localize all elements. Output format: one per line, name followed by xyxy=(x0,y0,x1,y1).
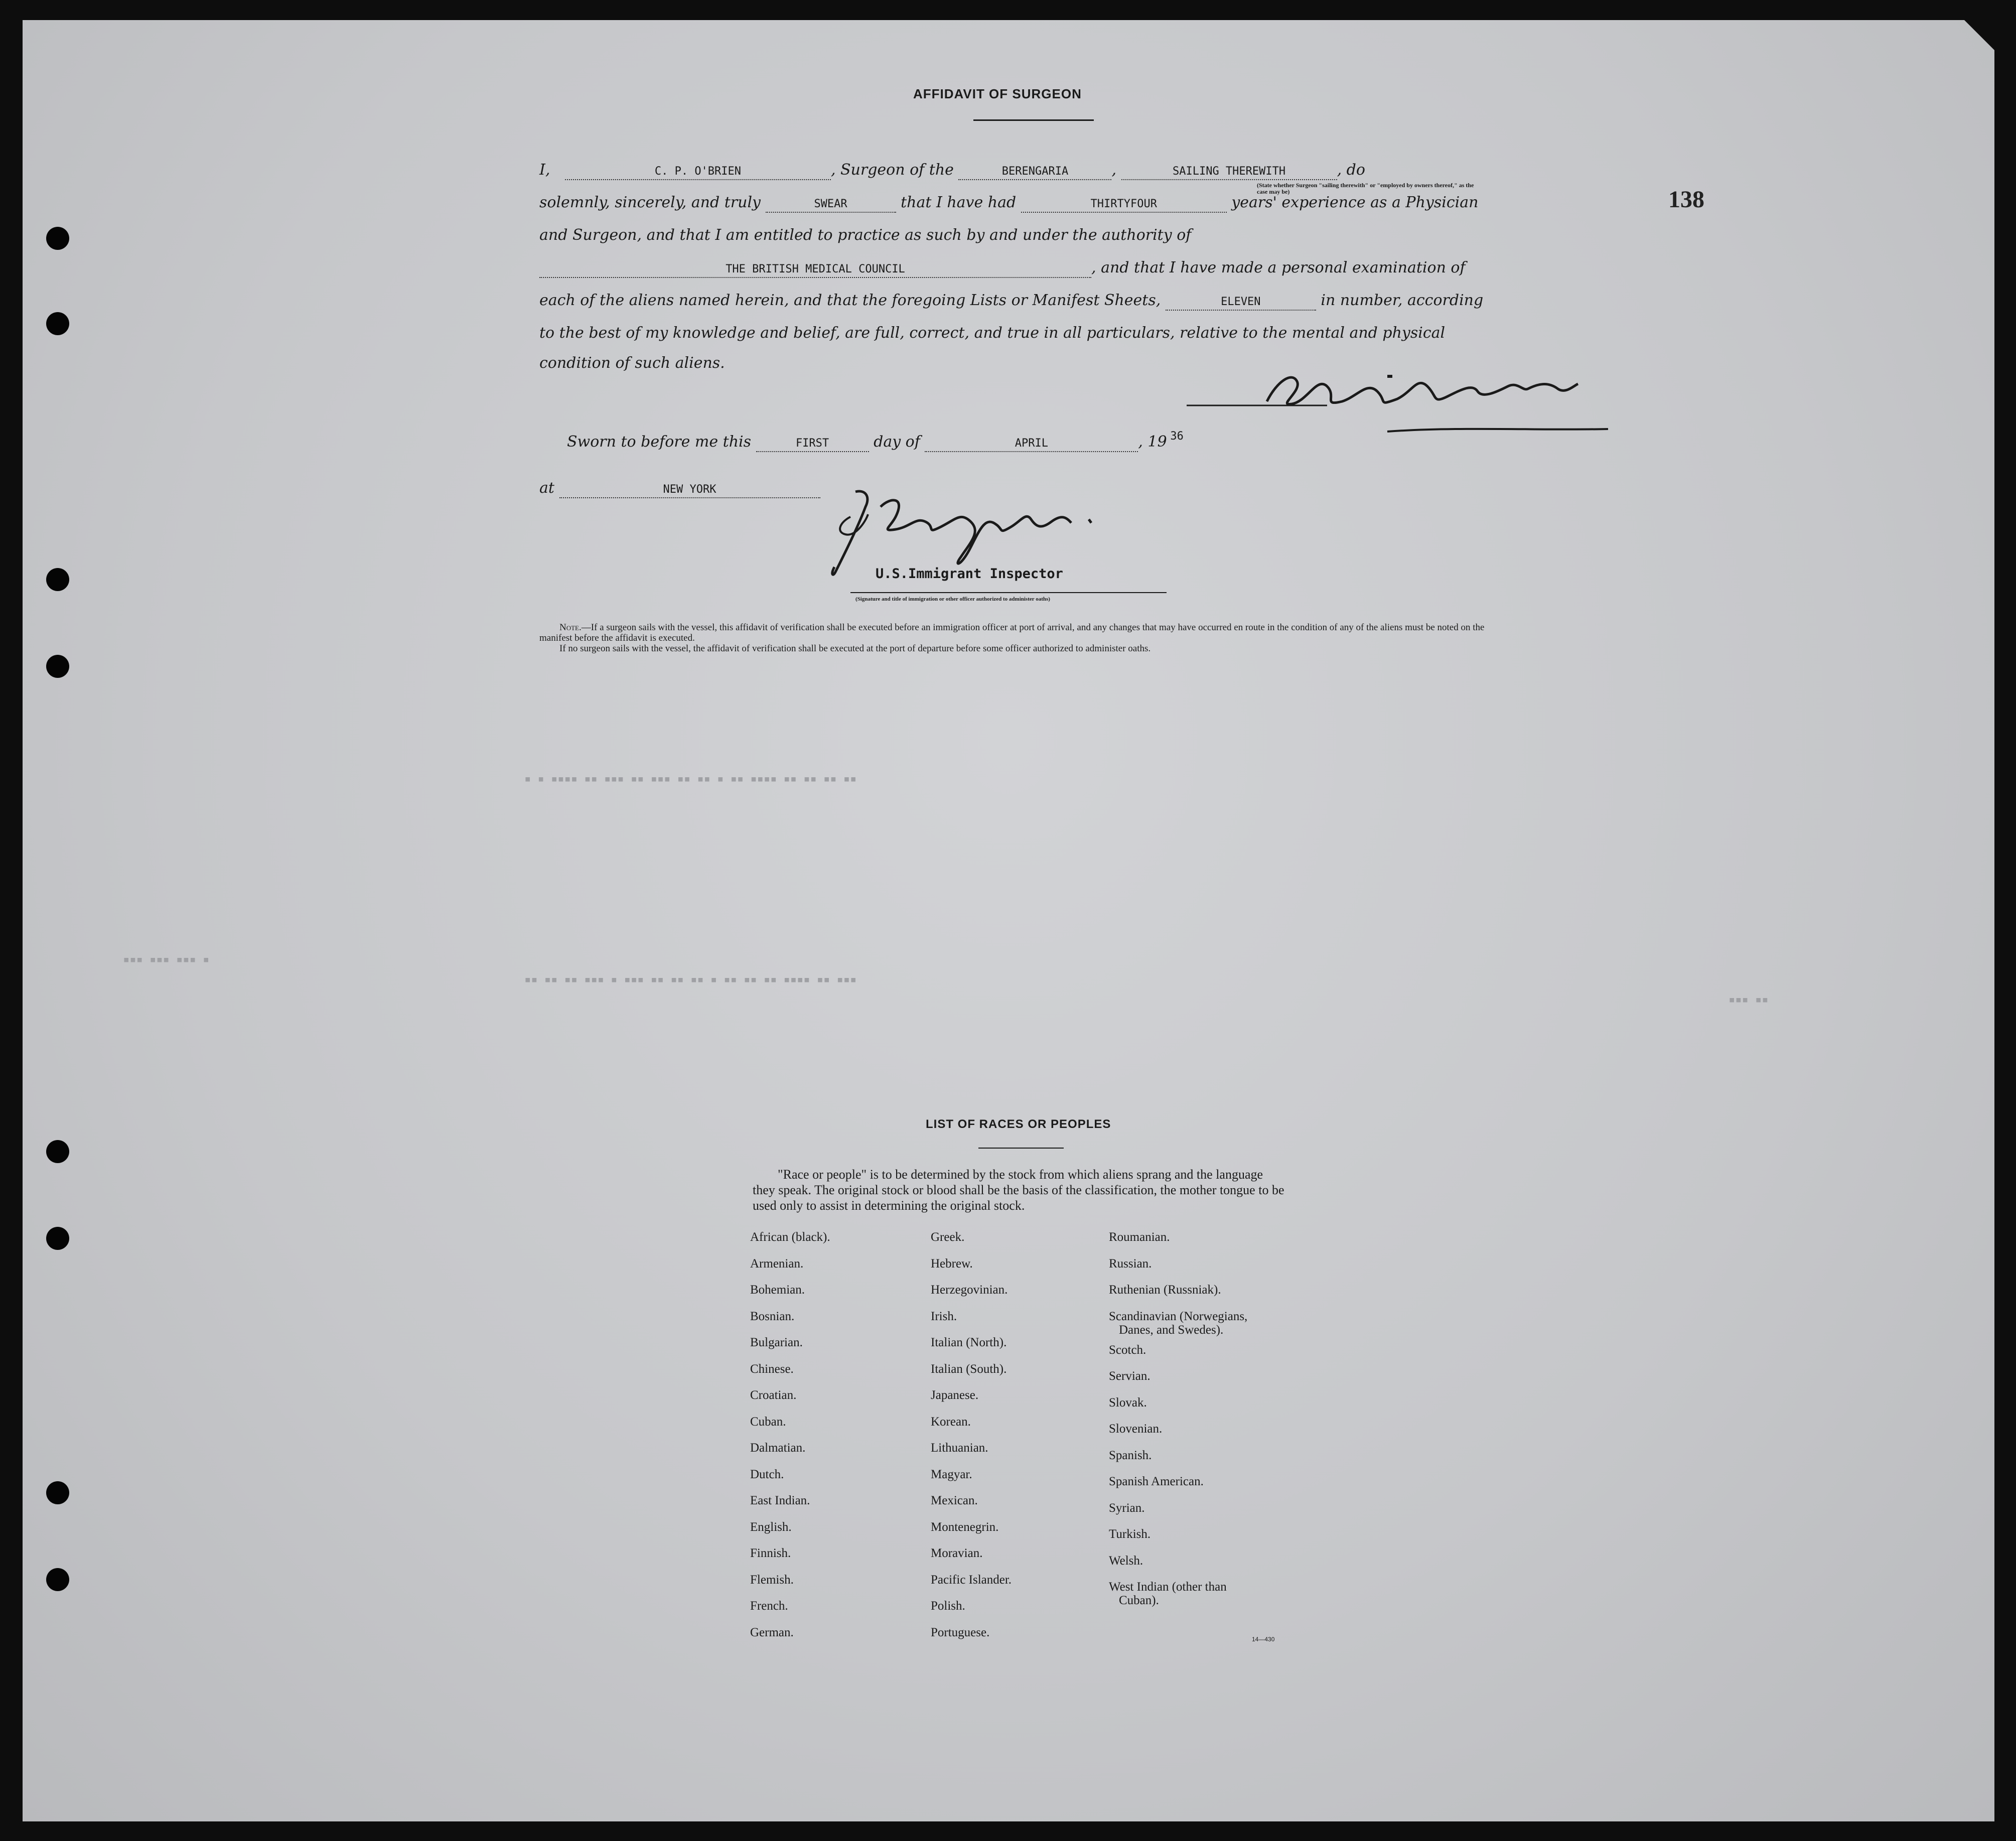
surgeon-of-text: , Surgeon of the xyxy=(830,161,954,179)
note-label: Note. xyxy=(559,622,582,633)
race-item: Cuban. xyxy=(750,1414,786,1429)
race-item: Turkish. xyxy=(1109,1527,1151,1541)
note-1: —If a surgeon sails with the vessel, this affidavit of verification shall be executed before an immigration officer at port of arrival, and any changes that may have occurred en route in the condition of any of the aliens must be noted on the manifest before the affidavit is executed. xyxy=(539,622,1485,643)
race-item: Pacific Islander. xyxy=(931,1573,1012,1587)
solemnly-text: solemnly, sincerely, and truly xyxy=(539,194,761,211)
inspector-title: U.S.Immigrant Inspector xyxy=(876,566,1063,582)
bleed-through-marks: ▪▪ ▪▪ ▪▪ ▪▪▪ ▪ ▪▪▪ ▪▪ ▪▪ ▪▪ ▪ ▪▪ ▪▪ ▪▪ ▪▪▪▪ ▪▪ ▪▪▪ xyxy=(524,973,857,986)
race-item: Syrian. xyxy=(1109,1501,1145,1515)
race-item: Dutch. xyxy=(750,1467,784,1481)
manifest-sheet xyxy=(23,20,1994,1821)
race-item: Ruthenian (Russniak). xyxy=(1109,1283,1221,1297)
race-item: African (black). xyxy=(750,1230,830,1244)
that-i-have-had-text: that I have had xyxy=(901,194,1017,211)
line5a-text: each of the aliens named herein, and that the foregoing Lists or Manifest Sheets, xyxy=(539,292,1161,309)
race-item: Spanish American. xyxy=(1109,1475,1204,1488)
title-rule xyxy=(973,119,1094,121)
month-field[interactable]: APRIL xyxy=(925,436,1138,452)
races-column-3 xyxy=(1109,1224,1247,1608)
year-field[interactable]: 36 xyxy=(1170,430,1184,443)
race-item: Bohemian. xyxy=(750,1283,805,1297)
race-item: Hebrew. xyxy=(931,1256,973,1270)
bleed-through-marks: ▪ ▪ ▪▪▪▪ ▪▪ ▪▪▪ ▪▪ ▪▪▪ ▪▪ ▪▪ ▪ ▪▪ ▪▪▪▪ ▪▪ ▪▪ ▪▪ ▪▪ xyxy=(524,773,857,785)
race-item: Lithuanian. xyxy=(931,1441,988,1455)
do-text: , do xyxy=(1337,161,1365,179)
race-item: Finnish. xyxy=(750,1546,791,1560)
affidavit-line-2 xyxy=(539,192,1478,213)
surgeon-name-field[interactable]: C. P. O'BRIEN xyxy=(565,164,831,180)
made-exam-text: , and that I have made a personal examination of xyxy=(1091,259,1466,276)
i-text: I, xyxy=(539,161,550,179)
affidavit-line-4 xyxy=(539,257,1466,278)
surgeon-signature xyxy=(1177,361,1628,452)
corner-cut xyxy=(1964,20,1994,50)
race-item: Slovenian. xyxy=(1109,1422,1163,1436)
race-item: Bulgarian. xyxy=(750,1336,803,1349)
race-item: Portuguese. xyxy=(931,1625,990,1639)
race-item: Slovak. xyxy=(1109,1395,1147,1409)
race-item: Moravian. xyxy=(931,1546,983,1560)
vessel-field[interactable]: BERENGARIA xyxy=(958,164,1111,180)
binder-hole xyxy=(46,655,69,678)
binder-hole xyxy=(46,1481,69,1504)
year-prefix-text: , 19 xyxy=(1138,433,1167,451)
race-item: Flemish. xyxy=(750,1573,794,1587)
races-column-2 xyxy=(931,1224,1012,1646)
race-item: Spanish. xyxy=(1109,1448,1152,1462)
binder-hole xyxy=(46,1140,69,1163)
race-item: Montenegrin. xyxy=(931,1520,999,1534)
inspector-sig-rule xyxy=(850,592,1167,593)
form-code: 14—430 xyxy=(1252,1636,1275,1643)
race-item: East Indian. xyxy=(750,1494,810,1507)
race-item: West Indian (other than xyxy=(1109,1580,1227,1594)
years-experience-text: years' experience as a Physician xyxy=(1231,194,1479,211)
oath-field[interactable]: SWEAR xyxy=(766,197,896,213)
race-item: Dalmatian. xyxy=(750,1441,806,1455)
affidavit-line-5 xyxy=(539,290,1483,311)
race-item: Chinese. xyxy=(750,1362,794,1376)
at-text: at xyxy=(539,479,554,497)
race-item: German. xyxy=(750,1625,794,1639)
race-item: Roumanian. xyxy=(1109,1230,1170,1244)
race-item: Magyar. xyxy=(931,1467,972,1481)
race-item: Italian (North). xyxy=(931,1336,1007,1349)
race-item: Irish. xyxy=(931,1309,957,1323)
affidavit-note xyxy=(539,622,1513,654)
sheets-field[interactable]: ELEVEN xyxy=(1166,295,1316,311)
race-item: Italian (South). xyxy=(931,1362,1007,1376)
race-item: Welsh. xyxy=(1109,1553,1143,1568)
race-item: Korean. xyxy=(931,1414,971,1429)
note-2: If no surgeon sails with the vessel, the affidavit of verification shall be executed at the port of departure before some officer authorized to administer oaths. xyxy=(559,643,1151,654)
race-item: English. xyxy=(750,1520,792,1534)
race-item: Japanese. xyxy=(931,1388,979,1402)
place-field[interactable]: NEW YORK xyxy=(559,482,820,498)
authority-field[interactable]: THE BRITISH MEDICAL COUNCIL xyxy=(539,262,1091,278)
sworn-text: Sworn to before me this xyxy=(567,433,752,451)
race-item: Scotch. xyxy=(1109,1343,1146,1357)
binder-hole xyxy=(46,312,69,335)
race-item: French. xyxy=(750,1599,788,1613)
race-item: Polish. xyxy=(931,1599,965,1613)
sig-caption: (Signature and title of immigration or other officer authorized to administer oaths) xyxy=(855,596,1050,602)
race-item: Mexican. xyxy=(931,1494,978,1507)
binder-hole xyxy=(46,227,69,250)
at-line xyxy=(539,478,820,499)
affidavit-line-6: to the best of my knowledge and belief, are full, correct, and true in all particulars, relative to the mental and physical xyxy=(539,324,1446,342)
race-item: Armenian. xyxy=(750,1256,804,1270)
races-intro: "Race or people" is to be determined by the stock from which aliens sprang and the language they speak. The original stock or blood shall be the basis of the classification, the mother tongue to be used only to assist in determining the original stock. xyxy=(753,1167,1284,1213)
race-item: Croatian. xyxy=(750,1388,797,1402)
race-item: Scandinavian (Norwegians, xyxy=(1109,1309,1248,1323)
sailing-note: (State whether Surgeon "sailing therewith" or "employed by owners thereof," as the case may be) xyxy=(1257,182,1474,195)
race-item: Danes, and Swedes). xyxy=(1119,1323,1224,1337)
line5b-text: in number, according xyxy=(1321,292,1484,309)
sailing-status-field[interactable]: SAILING THEREWITH xyxy=(1121,164,1337,180)
race-item: Russian. xyxy=(1109,1256,1152,1270)
affidavit-title: AFFIDAVIT OF SURGEON xyxy=(913,86,1082,101)
binder-hole xyxy=(46,568,69,591)
affidavit-line-3: and Surgeon, and that I am entitled to practice as such by and under the authority of xyxy=(539,226,1192,244)
race-item: Greek. xyxy=(931,1230,965,1244)
races-title: LIST OF RACES OR PEOPLES xyxy=(926,1117,1111,1131)
binder-hole xyxy=(46,1227,69,1250)
race-item: Cuban). xyxy=(1119,1594,1159,1607)
races-column-1 xyxy=(750,1224,830,1646)
race-item: Bosnian. xyxy=(750,1309,795,1323)
affidavit-line-1: I, C. P. O'BRIEN , Surgeon of the BERENGARIA , SAILING THEREWITH , do xyxy=(539,160,1365,181)
binder-hole xyxy=(46,1568,69,1591)
page-number: 138 xyxy=(1668,186,1704,213)
day-of-text: day of xyxy=(874,433,920,451)
sworn-line xyxy=(567,432,1187,453)
years-field[interactable]: THIRTYFOUR xyxy=(1021,197,1227,213)
day-field[interactable]: FIRST xyxy=(756,436,869,452)
race-item: Herzegovinian. xyxy=(931,1283,1008,1297)
race-item: Servian. xyxy=(1109,1369,1150,1383)
bleed-through-marks: ▪▪▪ ▪▪ xyxy=(1729,994,1769,1006)
races-title-rule xyxy=(978,1148,1064,1149)
bleed-through-marks: ▪▪▪ ▪▪▪ ▪▪▪ ▪ xyxy=(123,953,210,966)
affidavit-line-7: condition of such aliens. xyxy=(539,354,725,372)
